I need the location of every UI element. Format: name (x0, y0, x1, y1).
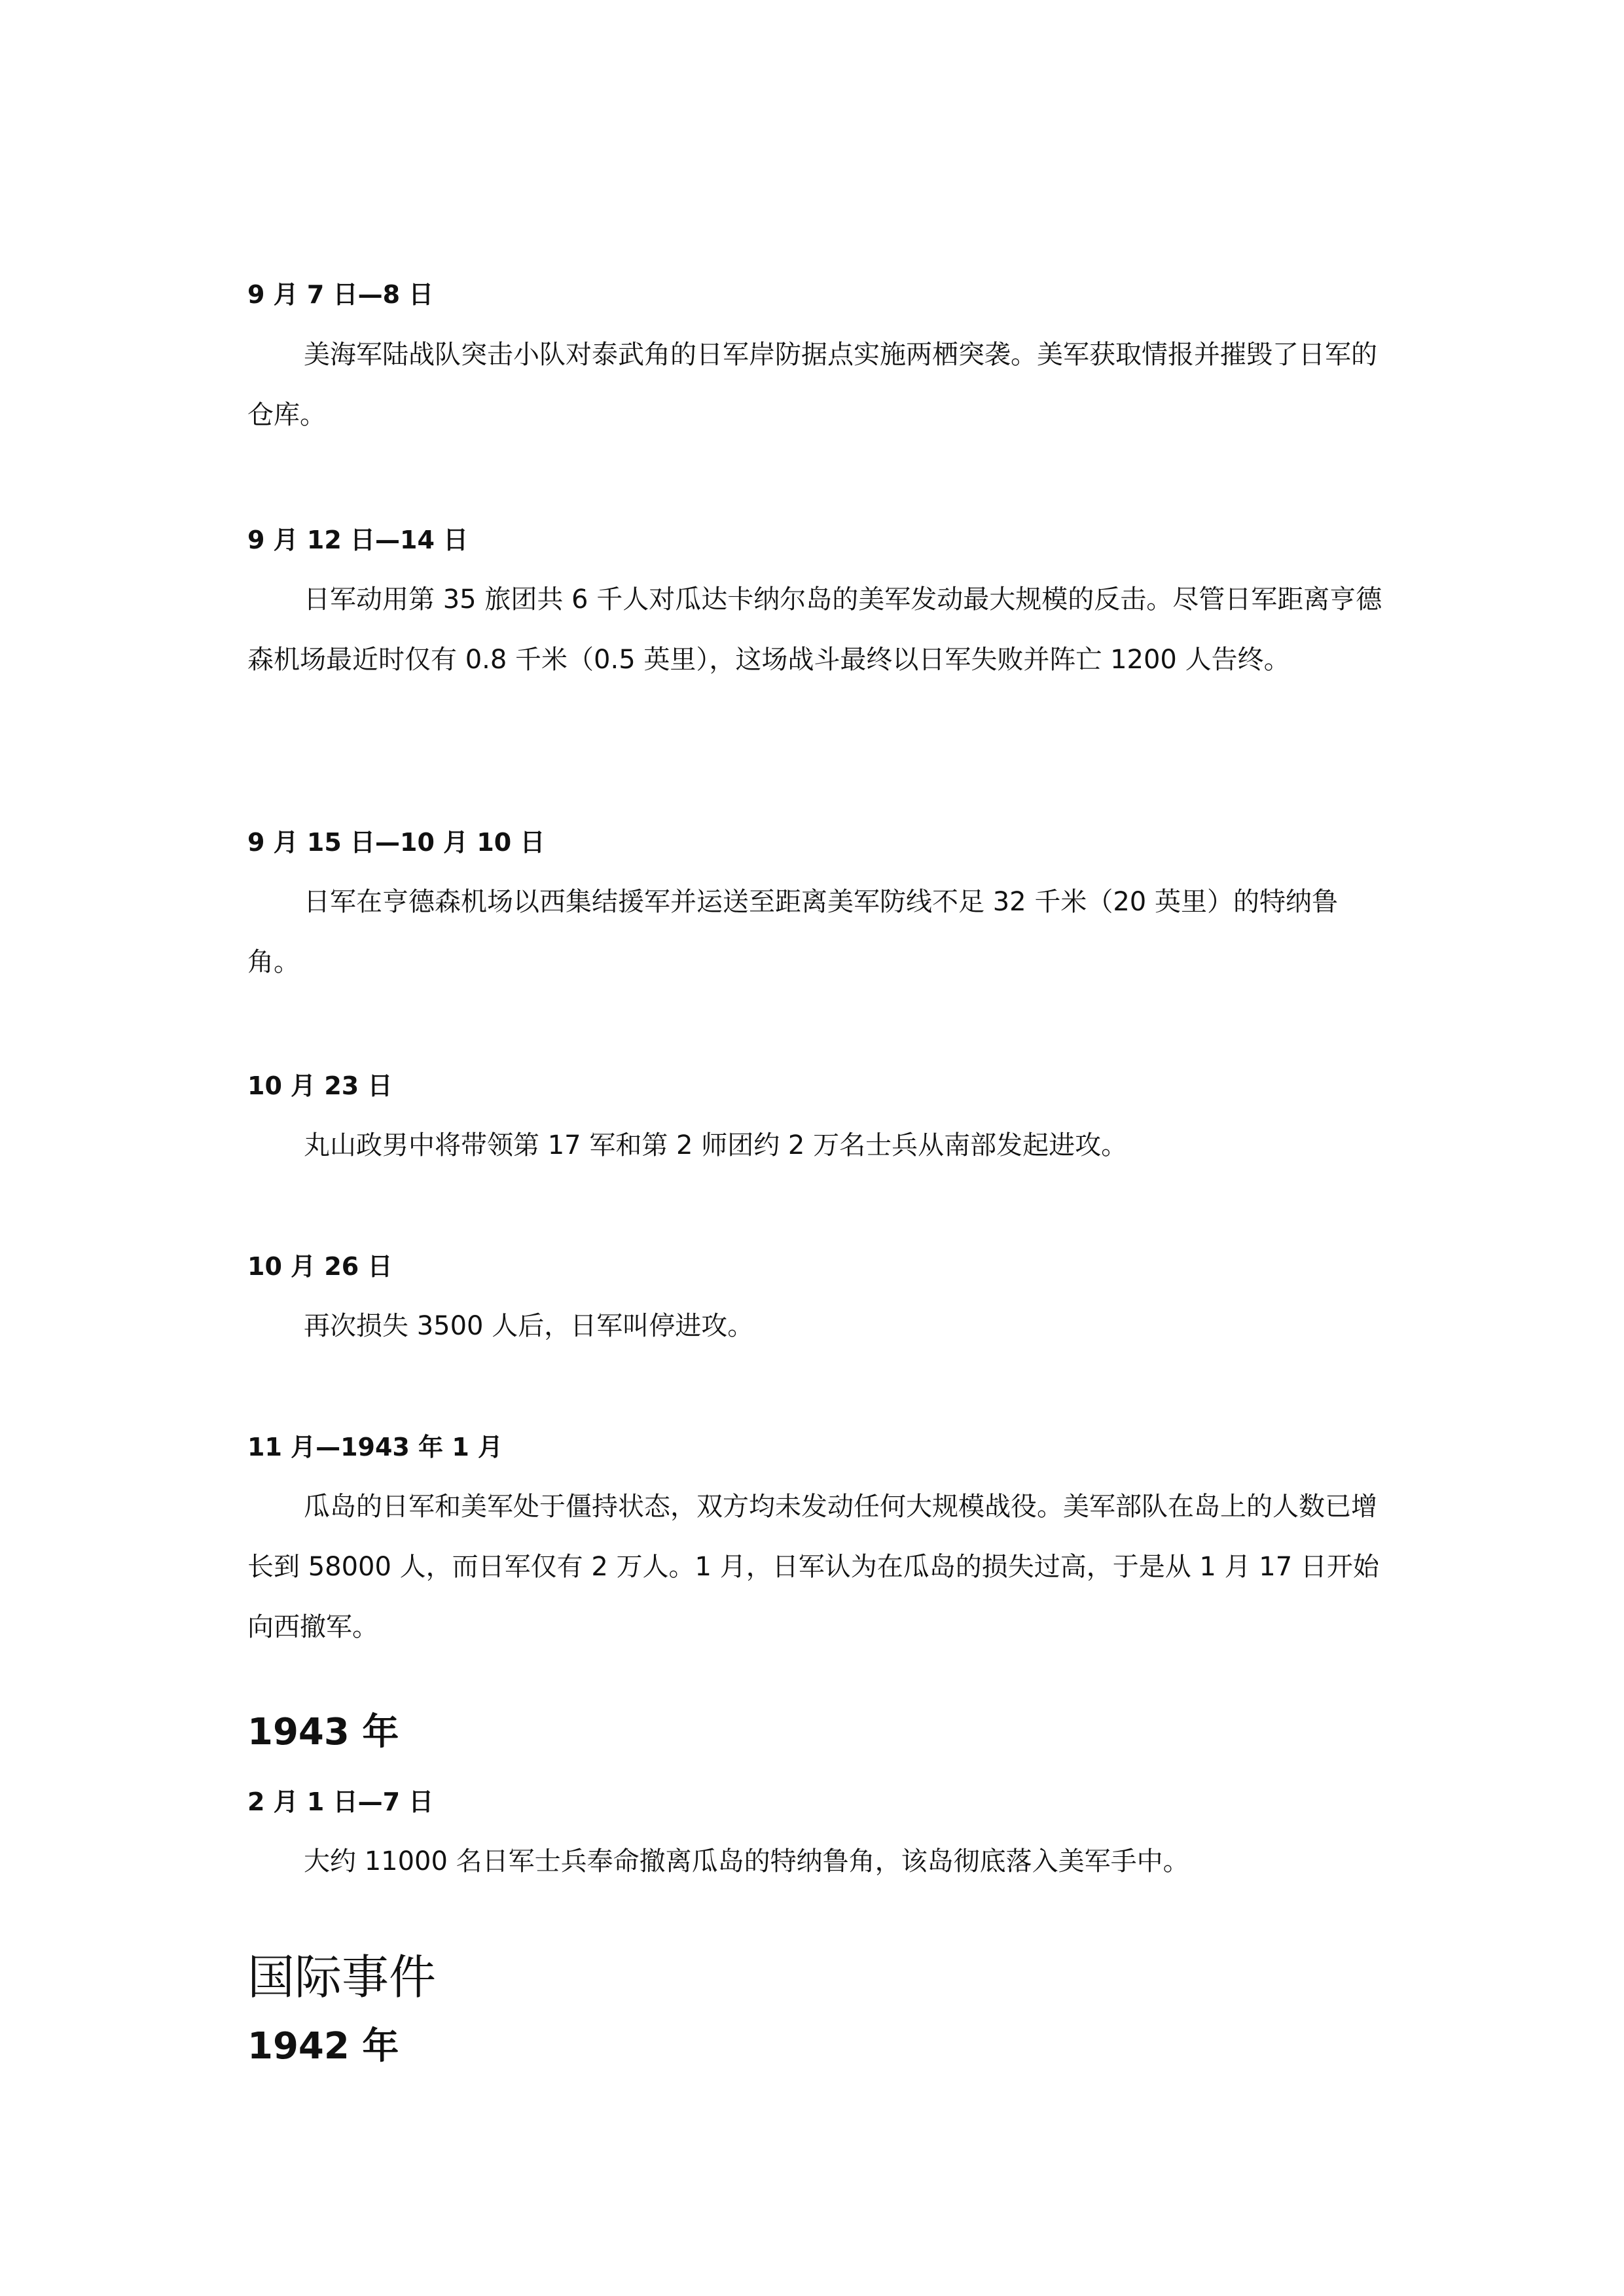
entry-text: 丸山政男中将带领第 17 军和第 2 师团约 2 万名士兵从南部发起进攻。 (304, 1130, 1128, 1160)
entry-date: 9 月 15 日—10 月 10 日 (247, 828, 545, 857)
year-heading-1943: 1943 年 (247, 1711, 399, 1753)
entry-text: 日军动用第 35 旅团共 6 千人对瓜达卡纳尔岛的美军发动最大规模的反击。尽管日军距离亨德森机场最近时仅有 0.8 千米（0.5 英里），这场战斗最终以日军失败并阵亡 1200 人告终。 (247, 584, 1382, 675)
entry-date: 2 月 1 日—7 日 (247, 1787, 434, 1816)
entry-text: 美海军陆战队突击小队对泰武角的日军岸防据点实施两栖突袭。美军获取情报并摧毁了日军的仓库。 (247, 340, 1377, 430)
entry-date: 11 月—1943 年 1 月 (247, 1433, 503, 1462)
year-heading-1942: 1942 年 (247, 2025, 399, 2068)
entry-text: 大约 11000 名日军士兵奉命撤离瓜岛的特纳鲁角，该岛彻底落入美军手中。 (304, 1846, 1189, 1876)
entry-text: 再次损失 3500 人后，日军叫停进攻。 (304, 1311, 754, 1341)
entry-date: 10 月 23 日 (247, 1071, 393, 1100)
entry-text: 日军在亨德森机场以西集结援军并运送至距离美军防线不足 32 千米（20 英里）的特纳鲁角。 (247, 887, 1338, 977)
entry-text: 瓜岛的日军和美军处于僵持状态，双方均未发动任何大规模战役。美军部队在岛上的人数已增长到 58000 人，而日军仅有 2 万人。1 月，日军认为在瓜岛的损失过高，于是从 1 月 17 日开始向西撤军。 (247, 1492, 1379, 1642)
entry-date: 9 月 7 日—8 日 (247, 280, 434, 309)
entry-date: 10 月 26 日 (247, 1252, 393, 1281)
section-heading: 国际事件 (247, 1950, 437, 2005)
entry-date: 9 月 12 日—14 日 (247, 526, 469, 554)
